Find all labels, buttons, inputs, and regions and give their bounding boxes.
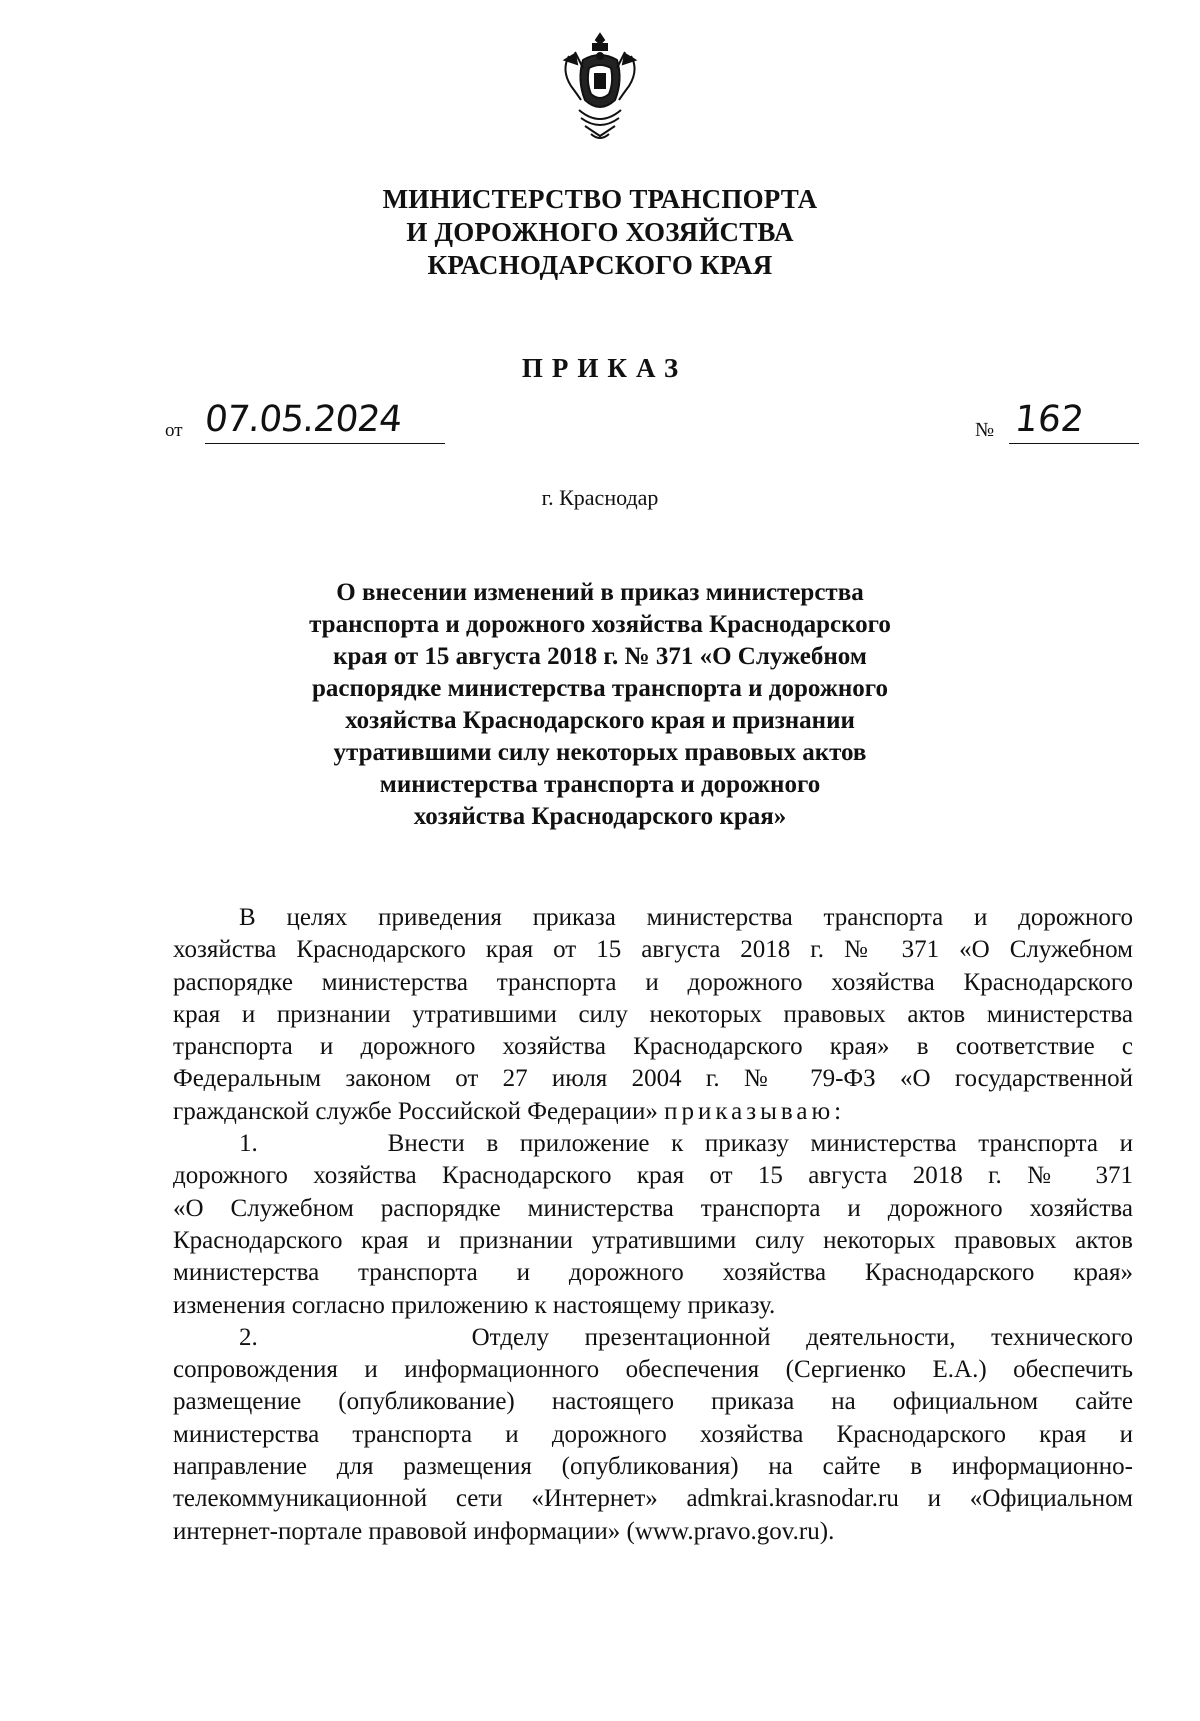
item-2-line: размещение (опубликование) настоящего приказа на официальном сайте [173, 1388, 1133, 1416]
number-field [975, 399, 1140, 448]
item-1-first-line [173, 1128, 1133, 1160]
date-value-handwritten: 07.05.2024 [202, 399, 404, 440]
document-type-heading: ПРИКАЗ [521, 353, 688, 383]
item-2-first-line [173, 1322, 1133, 1354]
preamble-line: В целях приведения приказа министерства транспорта и дорожного [239, 904, 1133, 931]
ministry-name-line-3: КРАСНОДАРСКОГО КРАЯ [427, 250, 773, 280]
decree-word: приказываю: [664, 1097, 846, 1125]
item-1-last-line: изменения согласно приложению к настоящему приказу. [173, 1291, 776, 1319]
item-2-line: телекоммуникационной сети «Интернет» admkrai.krasnodar.ru и «Официальном [173, 1485, 1133, 1513]
preamble-line: края и признании утратившими силу некоторых правовых актов министерства [173, 1000, 1133, 1028]
preamble-last-line [173, 1096, 1133, 1128]
number-value-handwritten: 162 [1012, 399, 1086, 440]
item-2-line: министерства транспорта и дорожного хозяйства Краснодарского края и [173, 1420, 1133, 1448]
number-prefix: № [975, 419, 995, 441]
preamble-line: транспорта и дорожного хозяйства Краснодарского края» в соответствие с [173, 1033, 1133, 1061]
date-prefix: от [165, 420, 183, 441]
coat-of-arms-emblem [555, 30, 645, 150]
item-1-line: «О Служебном распорядке министерства транспорта и дорожного хозяйства [173, 1194, 1133, 1222]
item-1-first-text: Внести в приложение к приказу министерства транспорта и [387, 1130, 1133, 1158]
item-1-line: Краснодарского края и признании утратившими силу некоторых правовых актов [173, 1226, 1133, 1254]
city-name: г. Краснодар [541, 485, 659, 510]
ministry-name-line-2: И ДОРОЖНОГО ХОЗЯЙСТВА [406, 217, 794, 247]
preamble-line: хозяйства Краснодарского края от 15 августа 2018 г. № 371 «О Служебном [173, 936, 1133, 964]
title-line: О внесении изменений в приказ министерства [336, 579, 864, 606]
item-1-line: министерства транспорта и дорожного хозяйства Краснодарского края» [173, 1259, 1133, 1287]
title-line: края от 15 августа 2018 г. № 371 «О Служебном [333, 643, 867, 670]
preamble-last-text: гражданской службе Российской Федерации» [173, 1097, 658, 1125]
title-line: хозяйства Краснодарского края и признании [345, 707, 855, 734]
title-line: хозяйства Краснодарского края» [413, 803, 787, 830]
preamble-line: распорядке министерства транспорта и дорожного хозяйства Краснодарского [173, 968, 1133, 996]
item-2-number: 2. [239, 1323, 258, 1351]
item-1-number: 1. [239, 1130, 258, 1158]
title-line: утратившими силу некоторых правовых актов [333, 739, 867, 766]
item-2-last-line: интернет-портале правовой информации» (www.pravo.gov.ru). [173, 1517, 835, 1545]
item-1-line: дорожного хозяйства Краснодарского края от 15 августа 2018 г. № 371 [173, 1162, 1133, 1190]
document-title [0, 577, 1200, 833]
date-underline [205, 443, 445, 444]
preamble-line: Федеральным законом от 27 июля 2004 г. № 79-ФЗ «О государственной [173, 1065, 1133, 1093]
title-line: распорядке министерства транспорта и дорожного [311, 675, 888, 702]
title-line: министерства транспорта и дорожного [379, 771, 821, 798]
number-underline [1009, 443, 1139, 444]
item-2-line: направление для размещения (опубликования) на сайте в информационно- [173, 1453, 1133, 1481]
item-2-line: сопровождения и информационного обеспечения (Сергиенко Е.А.) обеспечить [173, 1356, 1133, 1384]
ministry-name-line-1: МИНИСТЕРСТВО ТРАНСПОРТА [382, 184, 818, 214]
document-body [173, 902, 1133, 1548]
item-2-first-text: Отделу презентационной деятельности, технического [471, 1323, 1133, 1351]
title-line: транспорта и дорожного хозяйства Краснодарского [309, 611, 891, 638]
ministry-name [0, 183, 1200, 282]
date-field [165, 399, 445, 448]
